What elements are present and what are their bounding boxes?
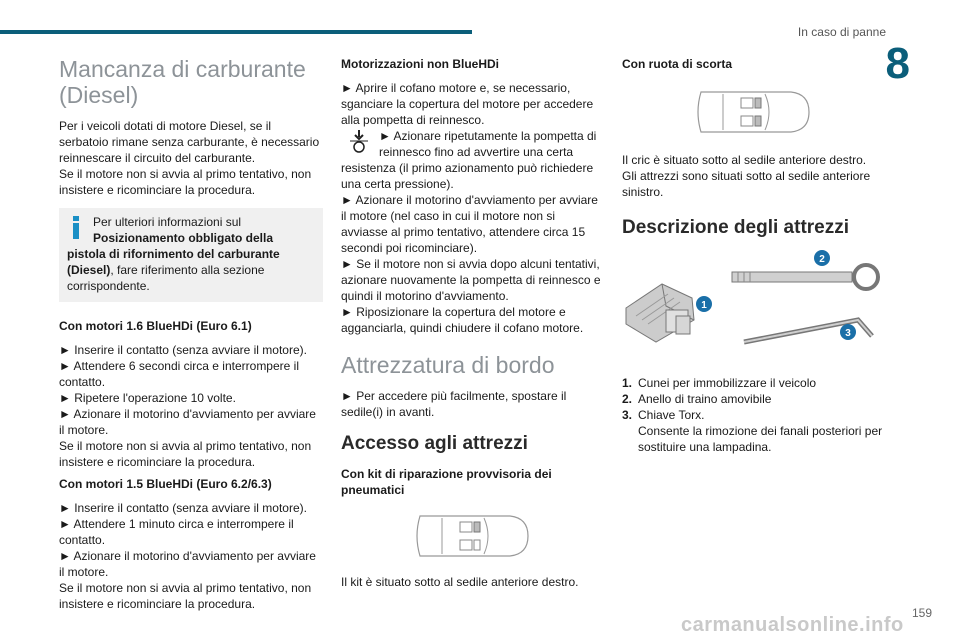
spare-text: Il cric è situato sotto al sedile anteriore destro. Gli attrezzi sono situati sotto al sedile anteriore sinistro. (622, 153, 871, 199)
watermark: carmanualsonline.info (681, 614, 904, 636)
chapter-number: 8 (885, 39, 910, 88)
info-icon (69, 216, 83, 240)
info-bold: Posizionamento obbligato della pistola di rifornimento del carburante (Diesel) (67, 231, 280, 277)
spare-title: Con ruota di scorta (622, 57, 733, 71)
list-item: 3. Chiave Torx. (622, 408, 705, 422)
non-bluehdi-step (341, 128, 603, 192)
svg-text:1: 1 (701, 300, 707, 311)
header-accent-bar (0, 30, 472, 34)
page-number: 159 (911, 606, 932, 620)
sub1-step: ► Inserire il contatto (senza avviare il motore). (59, 343, 307, 357)
non-bluehdi-title: Motorizzazioni non BlueHDi (341, 57, 499, 71)
section-name: In caso di panne (797, 25, 886, 39)
sub2-title: Con motori 1.5 BlueHDi (Euro 6.2/6.3) (59, 477, 272, 491)
sub2-step: ► Azionare il motorino d'avviamento per avviare il motore. (59, 549, 316, 579)
sub2-step: ► Inserire il contatto (senza avviare il motore). (59, 501, 307, 515)
non-bluehdi-step: ► Se il motore non si avvia dopo alcuni tentativi, azionare nuovamente la pompetta di reinnesco e quindi il motorino d'avviamento. (341, 257, 601, 303)
wheel-chocks-icon (626, 284, 694, 342)
tools-description-title: Descrizione degli attrezzi (622, 217, 850, 238)
sub1-step: ► Ripetere l'operazione 10 volte. (59, 391, 236, 405)
sub1-note: Se il motore non si avvia al primo tentativo, non insistere e ricominciare la procedura. (59, 439, 312, 469)
car-topview-kit-diagram (412, 508, 532, 564)
svg-text:2: 2 (819, 254, 825, 265)
column-3 (622, 56, 884, 455)
info-suffix: , fare riferimento alla sezione corrispondente. (67, 263, 265, 293)
list-item: 2. Anello di traino amovibile (622, 392, 772, 406)
fuel-intro: Per i veicoli dotati di motore Diesel, se il serbatoio rimane senza carburante, è necessario reinnescare il circuito del carburante. (59, 119, 320, 165)
sub2-step: ► Attendere 1 minuto circa e interrompere il contatto. (59, 517, 294, 547)
svg-text:3: 3 (845, 328, 851, 339)
non-bluehdi-step-text: ► Azionare ripetutamente la pompetta di reinnesco fino ad avvertire una certa resistenza (il primo azionamento può richiedere una certa pressione). (341, 129, 597, 191)
column-1 (59, 56, 323, 612)
non-bluehdi-step: ► Azionare il motorino d'avviamento per avviare il motore (nel caso in cui il motore non si avviasse al primo tentativo, attendere circa 15 secondi poi ricominciare). (341, 193, 598, 255)
callout-3 (840, 324, 856, 340)
list-item-extra: Consente la rimozione dei fanali posteriori per sostituire una lampadina. (638, 424, 883, 454)
access-title: Accesso agli attrezzi (341, 433, 528, 454)
sub1-title: Con motori 1.6 BlueHDi (Euro 6.1) (59, 319, 252, 333)
car-topview-spare-diagram (693, 84, 813, 140)
info-box (59, 208, 323, 302)
column-2 (341, 56, 603, 590)
kit-title: Con kit di riparazione provvisoria dei pneumatici (341, 467, 552, 497)
towing-eye-icon (732, 265, 878, 289)
kit-location: Il kit è situato sotto al sedile anteriore destro. (341, 575, 579, 589)
fuel-intro-note: Se il motore non si avvia al primo tentativo, non insistere e ricominciare la procedura. (59, 167, 312, 197)
non-bluehdi-step: ► Riposizionare la copertura del motore e agganciarla, quindi chiudere il cofano motore. (341, 305, 584, 335)
tools-illustration (622, 250, 884, 358)
list-item: 1. Cunei per immobilizzare il veicolo (622, 376, 817, 390)
sub1-step: ► Attendere 6 secondi circa e interrompere il contatto. (59, 359, 299, 389)
tools-list (622, 375, 884, 455)
info-prefix: Per ulteriori informazioni sul (93, 215, 242, 229)
tools-intro: ► Per accedere più facilmente, spostare il sedile(i) in avanti. (341, 389, 567, 419)
tools-section-title: Attrezzatura di bordo (341, 352, 555, 378)
callout-1 (696, 296, 712, 312)
sub2-note: Se il motore non si avvia al primo tentativo, non insistere e ricominciare la procedura. (59, 581, 312, 611)
sub1-step: ► Azionare il motorino d'avviamento per avviare il motore. (59, 407, 316, 437)
callout-2 (814, 250, 830, 266)
fuel-section-title: Mancanza di carburante (Diesel) (59, 56, 306, 108)
non-bluehdi-step: ► Aprire il cofano motore e, se necessario, sganciare la copertura del motore per accedere alla pompetta di reinnesco. (341, 81, 594, 127)
gloves-icon (347, 128, 371, 154)
